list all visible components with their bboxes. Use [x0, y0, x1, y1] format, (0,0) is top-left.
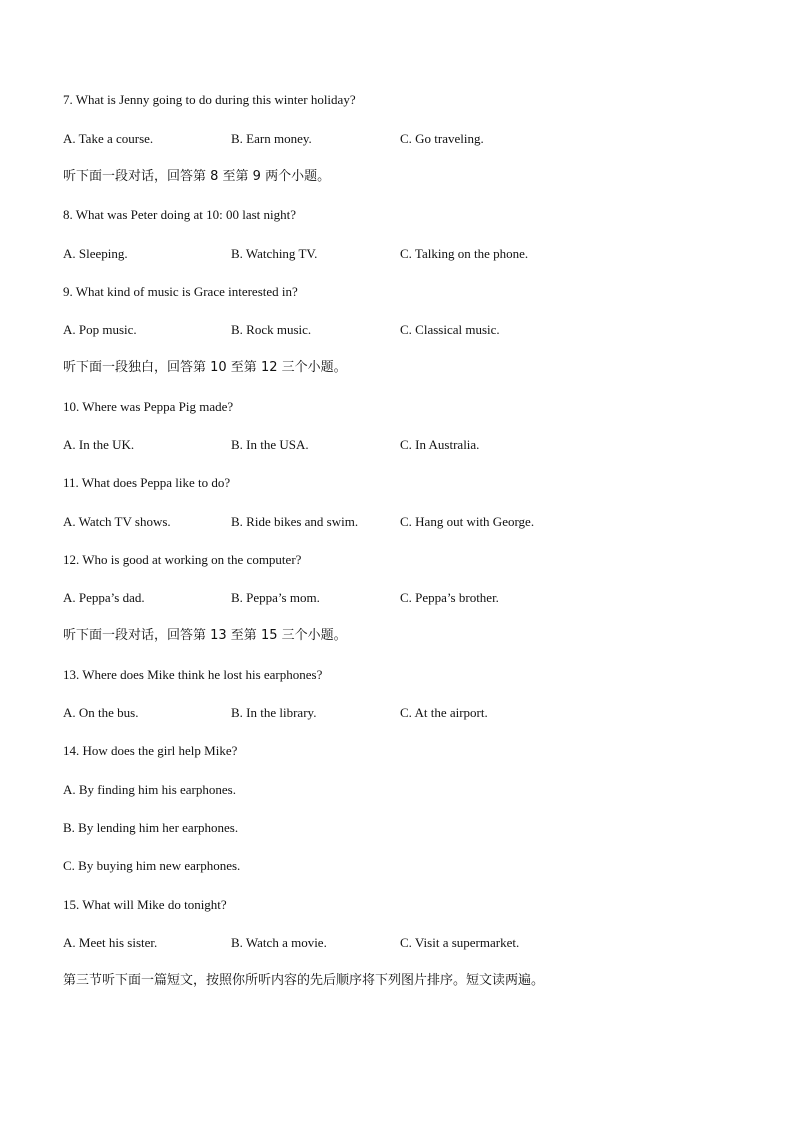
question-14-option-a: A. By finding him his earphones. [63, 782, 236, 797]
question-15-stem: 15. What will Mike do tonight? [63, 897, 227, 912]
question-8-option-b: B. Watching TV. [231, 246, 318, 261]
question-15-option-b: B. Watch a movie. [231, 935, 327, 950]
question-11-option-b: B. Ride bikes and swim. [231, 514, 359, 529]
question-8-option-a: A. Sleeping. [63, 246, 128, 261]
question-10-stem: 10. Where was Peppa Pig made? [63, 399, 234, 414]
question-9-option-a: A. Pop music. [63, 322, 137, 337]
question-11-option-c: C. Hang out with George. [400, 514, 535, 529]
question-13-option-c: C. At the airport. [400, 705, 488, 720]
question-13-option-a: A. On the bus. [63, 705, 139, 720]
question-12-stem: 12. Who is good at working on the computer? [63, 552, 302, 567]
question-9-option-b: B. Rock music. [231, 322, 312, 337]
question-14-stem: 14. How does the girl help Mike? [63, 743, 238, 758]
question-15-option-a: A. Meet his sister. [63, 935, 158, 950]
question-7-stem: 7. What is Jenny going to do during this winter holiday? [63, 92, 356, 107]
question-9-stem: 9. What kind of music is Grace interested in? [63, 284, 298, 299]
question-12-option-a: A. Peppa’s dad. [63, 590, 145, 605]
question-13-option-b: B. In the library. [231, 705, 317, 720]
question-14-option-b: B. By lending him her earphones. [63, 820, 239, 835]
question-10-option-a: A. In the UK. [63, 437, 135, 452]
instruction-monologue-10-12: 听下面一段独白，回答第 10 至第 12 三个小题。 [63, 360, 347, 375]
question-12-option-b: B. Peppa’s mom. [231, 590, 320, 605]
question-11-option-a: A. Watch TV shows. [63, 514, 171, 529]
question-10-option-b: B. In the USA. [231, 437, 309, 452]
question-11-stem: 11. What does Peppa like to do? [63, 475, 231, 490]
question-14-option-c: C. By buying him new earphones. [63, 858, 241, 873]
question-7-option-b: B. Earn money. [231, 131, 312, 146]
question-8-option-c: C. Talking on the phone. [400, 246, 529, 261]
question-12-option-c: C. Peppa’s brother. [400, 590, 499, 605]
question-15-option-c: C. Visit a supermarket. [400, 935, 520, 950]
question-7-option-c: C. Go traveling. [400, 131, 484, 146]
instruction-dialogue-13-15: 听下面一段对话，回答第 13 至第 15 三个小题。 [63, 628, 347, 643]
section-3-instruction: 第三节听下面一篇短文，按照你所听内容的先后顺序将下列图片排序。短文读两遍。 [63, 973, 545, 988]
question-9-option-c: C. Classical music. [400, 322, 500, 337]
instruction-dialogue-8-9: 听下面一段对话，回答第 8 至第 9 两个小题。 [63, 169, 331, 184]
question-10-option-c: C. In Australia. [400, 437, 480, 452]
question-8-stem: 8. What was Peter doing at 10: 00 last night? [63, 207, 296, 222]
question-13-stem: 13. Where does Mike think he lost his earphones? [63, 667, 323, 682]
question-7-option-a: A. Take a course. [63, 131, 154, 146]
